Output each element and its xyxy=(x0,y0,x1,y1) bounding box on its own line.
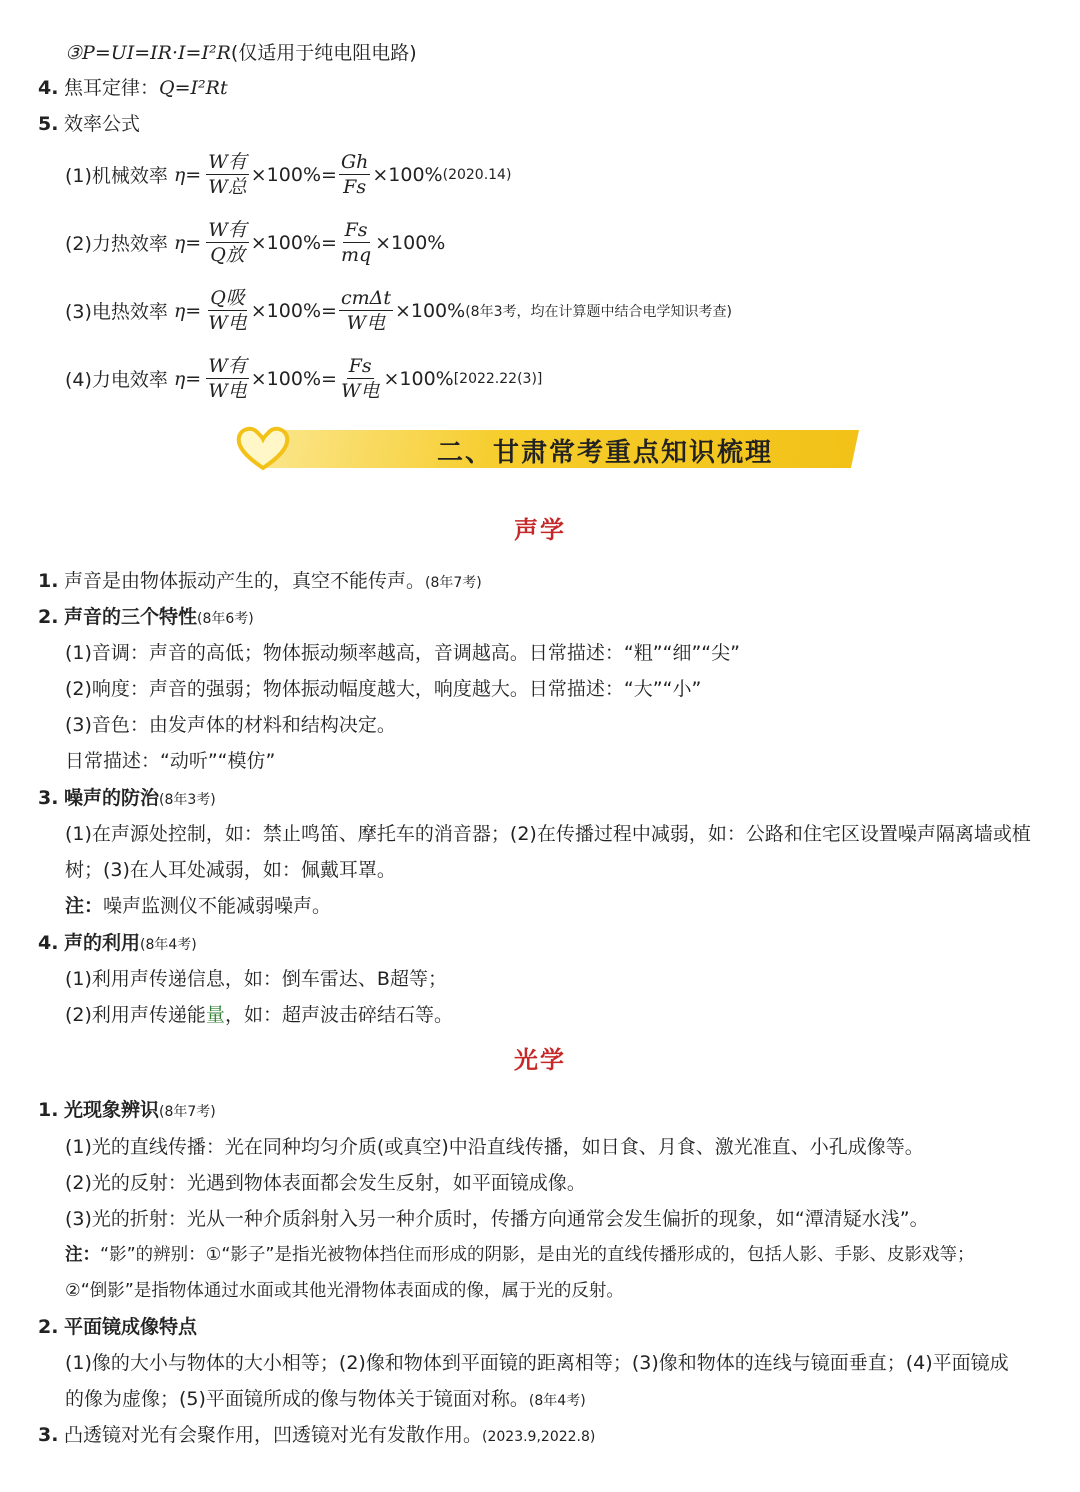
operator: ×100% xyxy=(375,231,446,254)
power-note: (仅适用于纯电阻电路) xyxy=(230,42,417,64)
item-number: 5. xyxy=(38,113,59,135)
noise-control-line-2: 树；(3)在人耳处减弱，如：佩戴耳罩。 xyxy=(65,859,396,881)
denominator: Fs xyxy=(343,176,367,198)
eta-symbol: η= xyxy=(173,367,202,390)
item-number: 2. xyxy=(38,1316,59,1338)
item-number: 3. xyxy=(38,787,59,809)
formula-label: (2)力热效率 xyxy=(65,233,168,255)
denominator: Q放 xyxy=(210,244,245,266)
operator: ×100% xyxy=(372,163,443,186)
optics-item-3 xyxy=(38,1422,595,1450)
item-number: 1. xyxy=(38,1099,59,1121)
banner-title: 二、甘肃常考重点知识梳理 xyxy=(436,438,773,468)
highlight-text: 量 xyxy=(205,1004,225,1026)
item-text: 声音是由物体振动产生的，真空不能传声。 xyxy=(64,570,426,592)
efficiency-heading xyxy=(38,111,140,137)
acoustics-item-2 xyxy=(38,604,254,632)
item-heading: 噪声的防治 xyxy=(64,787,160,809)
acoustics-item-3 xyxy=(38,785,216,813)
text-segment: ，如：超声波击碎结石等。 xyxy=(224,1004,453,1026)
formula-label: (4)力电效率 xyxy=(65,369,168,391)
denominator: W电 xyxy=(340,380,380,402)
exam-note: (8年4考) xyxy=(528,1393,586,1409)
exam-note: (8年6考) xyxy=(197,611,254,627)
item-number: 3. xyxy=(38,1424,59,1446)
exam-note: [2022.22(3)] xyxy=(453,370,543,387)
denominator: mq xyxy=(340,244,372,266)
item-number: 1. xyxy=(38,570,59,592)
fraction xyxy=(206,354,249,403)
text-segment: (2)利用声传递能 xyxy=(65,1004,206,1026)
efficiency-formula-2 xyxy=(65,218,445,267)
operator: ×100% xyxy=(383,367,454,390)
sound-info-line: (1)利用声传递信息，如：倒车雷达、B超等； xyxy=(65,968,447,990)
exam-note: (8年3考) xyxy=(159,792,216,808)
efficiency-formula-4 xyxy=(65,354,542,403)
fraction xyxy=(339,150,370,199)
denominator: W电 xyxy=(208,312,247,334)
mirror-line-1: (1)像的大小与物体的大小相等；(2)像和物体到平面镜的距离相等；(3)像和物体的连线与镜面垂直；(4)平面镜成 xyxy=(65,1352,1009,1374)
operator: ×100%= xyxy=(250,299,337,322)
section-banner xyxy=(235,424,860,472)
item-heading: 声的利用 xyxy=(64,932,141,954)
acoustics-title: 声学 xyxy=(514,516,566,544)
operator: ×100%= xyxy=(250,367,337,390)
fraction xyxy=(206,286,249,335)
noise-note xyxy=(65,893,331,919)
formula-label: (1)机械效率 xyxy=(65,165,168,187)
joule-formula: Q=I²Rt xyxy=(159,77,228,99)
operator: ×100%= xyxy=(250,231,337,254)
numerator: W有 xyxy=(208,151,247,173)
numerator: W有 xyxy=(208,219,247,241)
item-heading: 平面镜成像特点 xyxy=(64,1316,198,1338)
exam-note: (2020.14) xyxy=(442,166,512,183)
acoustics-item-4 xyxy=(38,930,197,958)
power-formula-line xyxy=(65,40,417,66)
item-heading: 光现象辨识 xyxy=(64,1099,160,1121)
text-segment: 的像为虚像；(5)平面镜所成的像与物体关于镜面对称。 xyxy=(65,1388,529,1410)
sound-energy-line xyxy=(65,1002,453,1028)
light-straight-line: (1)光的直线传播：光在同种均匀介质(或真空)中沿直线传播，如日食、月食、激光准直、小孔成像等。 xyxy=(65,1136,924,1158)
efficiency-formula-1 xyxy=(65,150,511,199)
numerator: Gh xyxy=(340,151,369,173)
fraction xyxy=(339,354,382,403)
note-text: “影”的辨别：①“影子”是指光被物体挡住而形成的阴影，是由光的直线传播形成的，包括人影、手影、皮影戏等； xyxy=(100,1245,975,1265)
joule-label: 焦耳定律： xyxy=(64,77,160,99)
optics-item-2 xyxy=(38,1314,197,1340)
denominator: W总 xyxy=(208,176,247,198)
optics-title: 光学 xyxy=(514,1046,566,1074)
numerator: Fs xyxy=(348,355,372,377)
optics-item-1 xyxy=(38,1097,216,1125)
numerator: W有 xyxy=(208,355,247,377)
item-number: 2. xyxy=(38,606,59,628)
shadow-note-line-2: ②“倒影”是指物体通过水面或其他光滑物体表面成的像，属于光的反射。 xyxy=(65,1281,624,1301)
efficiency-formula-3 xyxy=(65,286,732,335)
item-text: 凸透镜对光有会聚作用，凹透镜对光有发散作用。 xyxy=(64,1424,483,1446)
note-label: 注： xyxy=(65,895,104,917)
pitch-line: (1)音调：声音的高低；物体振动频率越高，音调越高。日常描述：“粗”“细”“尖” xyxy=(65,642,740,664)
denominator: W电 xyxy=(208,380,247,402)
light-refraction-line: (3)光的折射：光从一种介质斜射入另一种介质时，传播方向通常会发生偏折的现象，如“潭清疑水浅”。 xyxy=(65,1208,929,1230)
efficiency-label: 效率公式 xyxy=(64,113,141,135)
operator: ×100%= xyxy=(250,163,337,186)
exam-note: (8年4考) xyxy=(140,937,197,953)
mirror-line-2 xyxy=(65,1386,586,1414)
fraction xyxy=(206,150,249,199)
exam-note: (2023.9,2022.8) xyxy=(482,1429,596,1445)
item-number: 4. xyxy=(38,932,59,954)
power-formula: ③P=UI=IR·I=I²R xyxy=(65,42,231,64)
eta-symbol: η= xyxy=(173,231,202,254)
formula-label: (3)电热效率 xyxy=(65,301,168,323)
timbre-line: (3)音色：由发声体的材料和结构决定。 xyxy=(65,714,396,736)
numerator: cmΔt xyxy=(340,287,391,309)
heart-icon xyxy=(235,424,291,472)
numerator: Fs xyxy=(344,219,368,241)
fraction xyxy=(339,286,393,335)
item-heading: 声音的三个特性 xyxy=(64,606,198,628)
eta-symbol: η= xyxy=(173,299,202,322)
denominator: W电 xyxy=(346,312,386,334)
eta-symbol: η= xyxy=(173,163,202,186)
exam-note: (8年3考，均在计算题中结合电学知识考查) xyxy=(465,303,732,320)
note-text: 噪声监测仪不能减弱噪声。 xyxy=(103,895,332,917)
loudness-line: (2)响度：声音的强弱；物体振动幅度越大，响度越大。日常描述：“大”“小” xyxy=(65,678,702,700)
fraction xyxy=(339,218,373,267)
shadow-note-line-1 xyxy=(65,1242,974,1268)
fraction xyxy=(206,218,249,267)
exam-note: (8年7考) xyxy=(425,575,482,591)
operator: ×100% xyxy=(394,299,466,322)
noise-control-line-1: (1)在声源处控制，如：禁止鸣笛、摩托车的消音器；(2)在传播过程中减弱，如：公路和住宅区设置噪声隔离墙或植 xyxy=(65,823,1031,845)
timbre-desc-line: 日常描述：“动听”“模仿” xyxy=(65,750,276,772)
joule-law-line xyxy=(38,75,228,101)
light-reflection-line: (2)光的反射：光遇到物体表面都会发生反射，如平面镜成像。 xyxy=(65,1172,586,1194)
numerator: Q吸 xyxy=(210,287,245,309)
item-number: 4. xyxy=(38,77,59,99)
acoustics-item-1 xyxy=(38,568,482,596)
exam-note: (8年7考) xyxy=(159,1104,216,1120)
note-label: 注： xyxy=(65,1245,100,1265)
